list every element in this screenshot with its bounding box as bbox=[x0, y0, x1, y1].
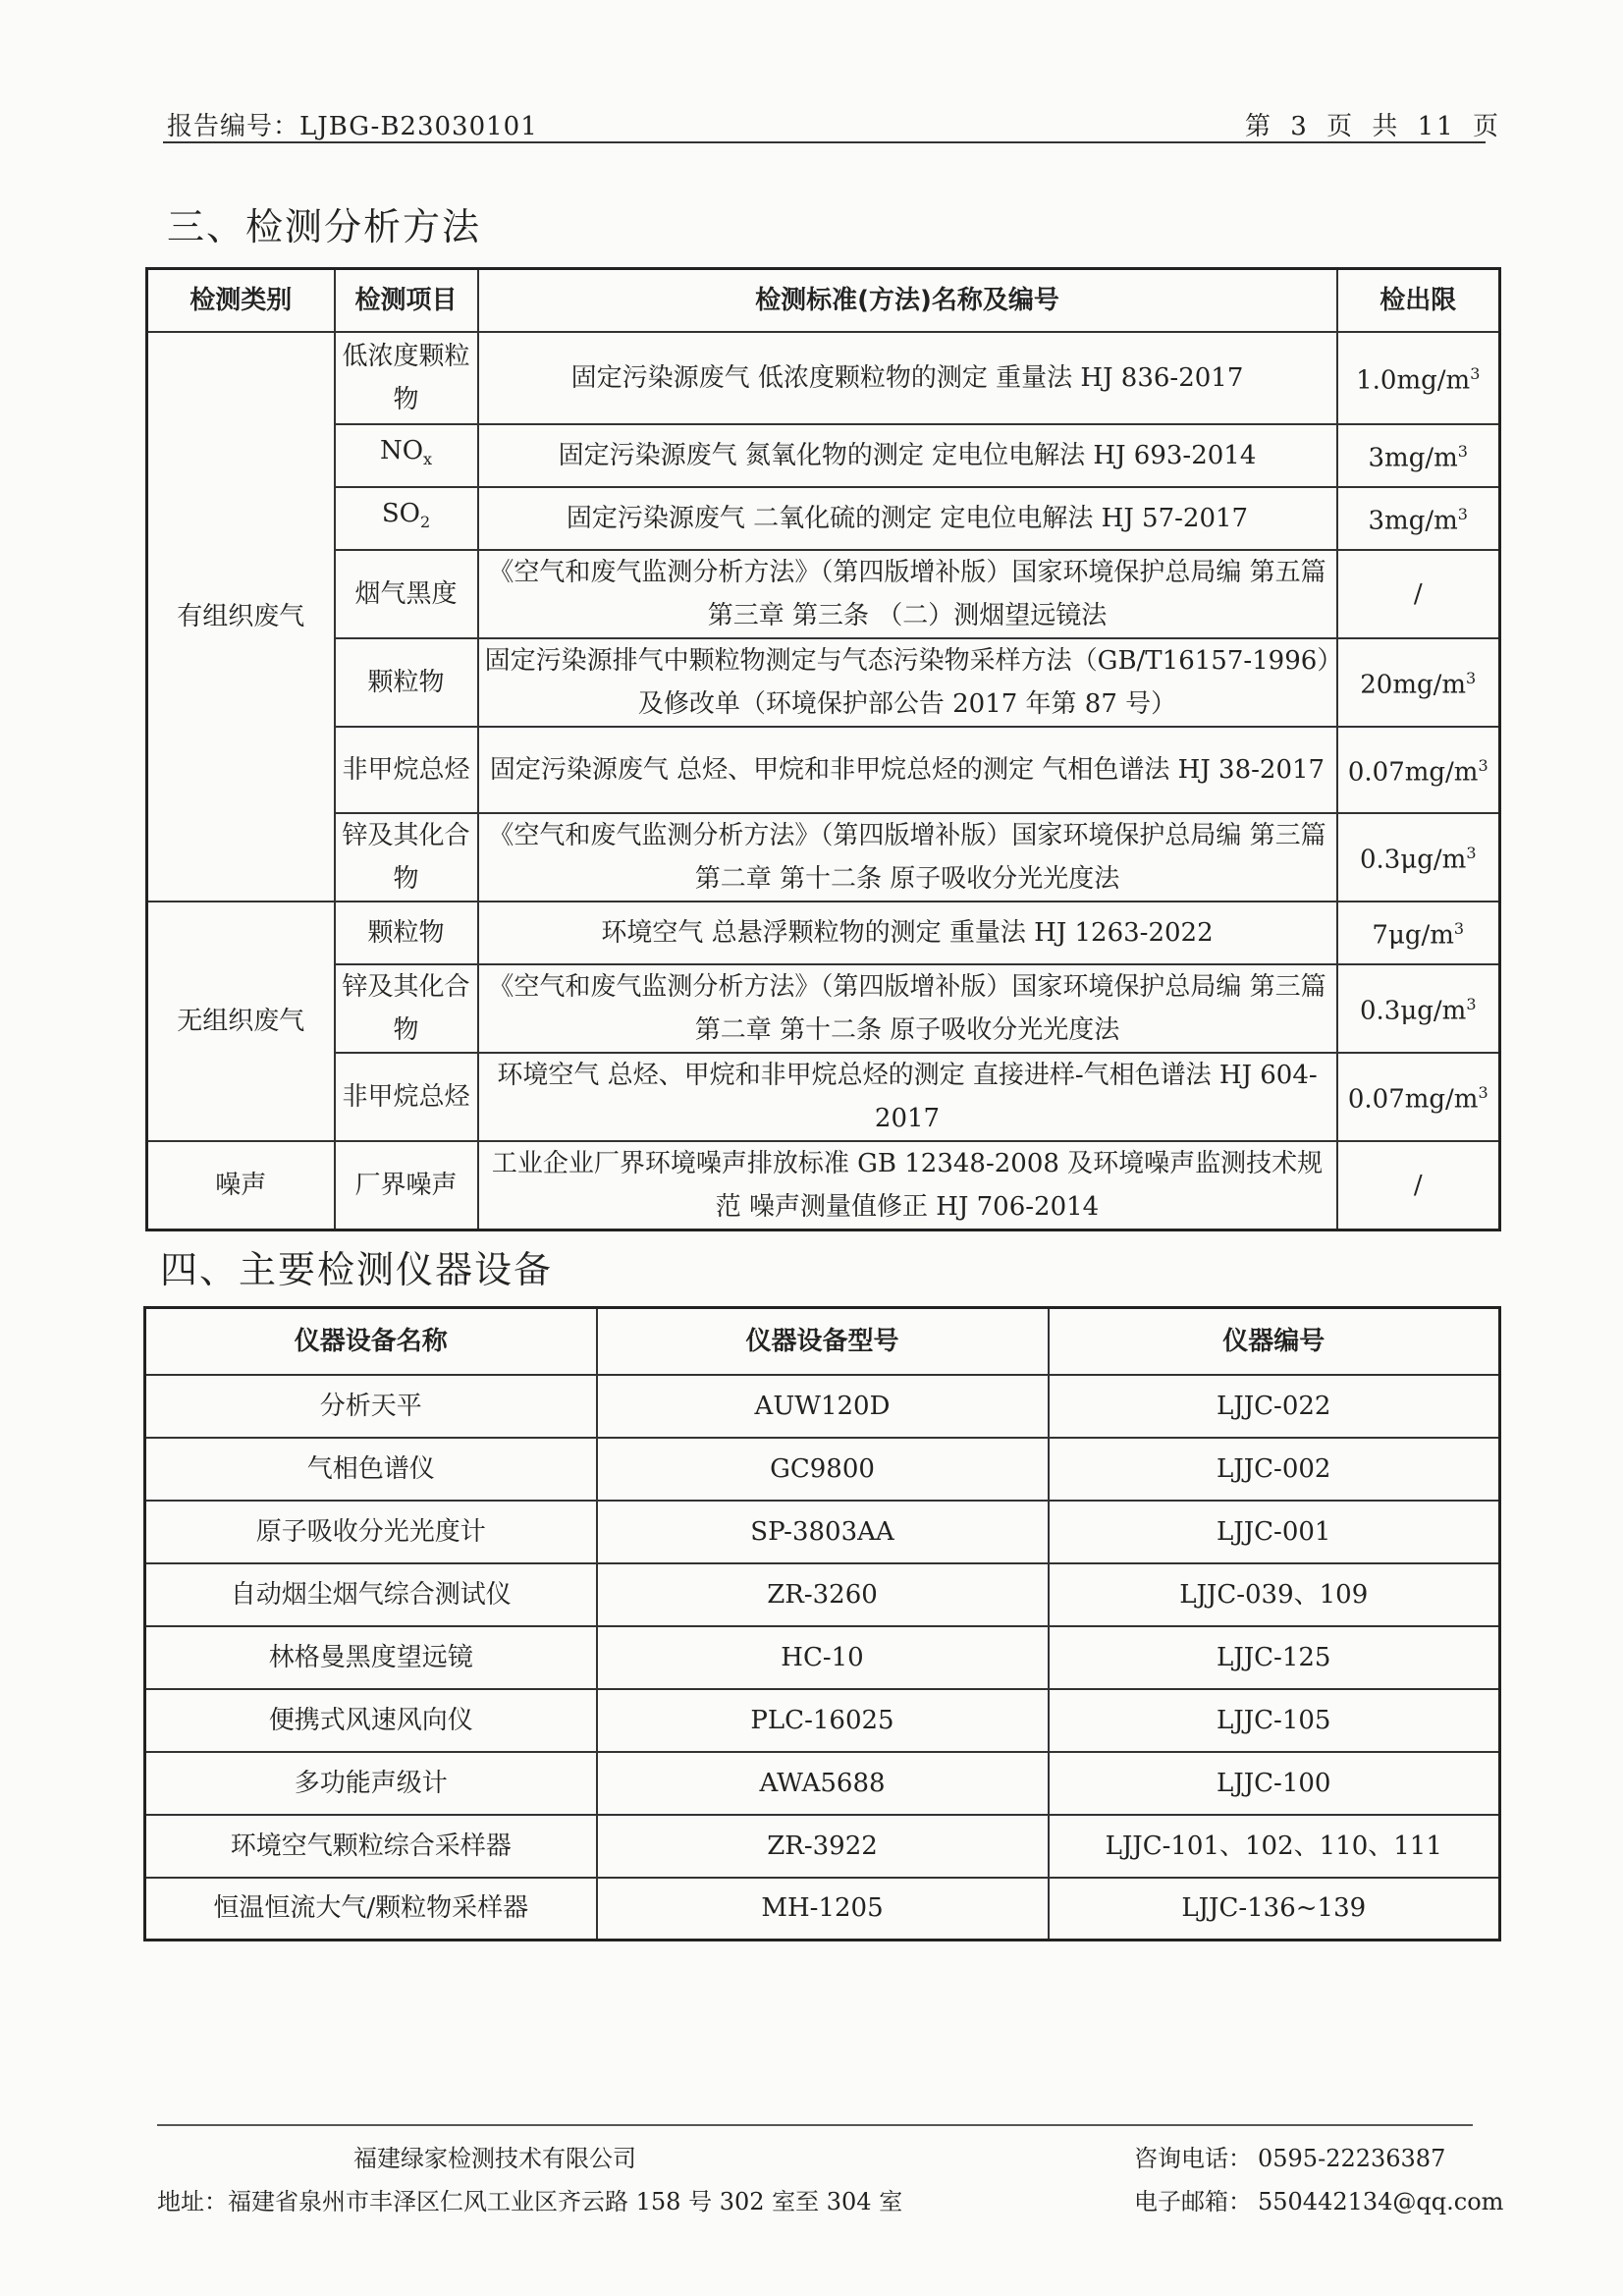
footer-phone bbox=[1134, 2139, 1445, 2173]
method-cell: 《空气和废气监测分析方法》（第四版增补版）国家环境保护总局编 第三篇 第二章 第十二条 原子吸收分光光度法 bbox=[478, 964, 1337, 1053]
methods-table bbox=[145, 267, 1501, 1231]
table-row bbox=[147, 813, 1500, 902]
table-row bbox=[145, 1878, 1500, 1941]
method-cell: 环境空气 总悬浮颗粒物的测定 重量法 HJ 1263-2022 bbox=[478, 902, 1337, 964]
table-row bbox=[145, 1626, 1500, 1689]
item-cell: 锌及其化合物 bbox=[335, 964, 478, 1053]
equipment-name: 原子吸收分光光度计 bbox=[145, 1501, 597, 1563]
table-row bbox=[147, 638, 1500, 727]
col-header-category: 检测类别 bbox=[147, 269, 335, 332]
equipment-name: 便携式风速风向仪 bbox=[145, 1689, 597, 1752]
limit-exponent: 3 bbox=[1457, 505, 1468, 524]
limit-cell bbox=[1337, 964, 1500, 1053]
method-cell: 工业企业厂界环境噪声排放标准 GB 12348-2008 及环境噪声监测技术规范 噪声测量值修正 HJ 706-2014 bbox=[478, 1141, 1337, 1230]
equipment-number: LJJC-002 bbox=[1049, 1438, 1500, 1501]
limit-value: 3mg/m bbox=[1368, 506, 1458, 536]
limit-cell bbox=[1337, 638, 1500, 727]
equipment-name: 恒温恒流大气/颗粒物采样器 bbox=[145, 1878, 597, 1941]
limit-exponent: 3 bbox=[1478, 1083, 1488, 1103]
limit-cell: / bbox=[1337, 550, 1500, 638]
col-header-model: 仪器设备型号 bbox=[597, 1308, 1049, 1375]
equipment-number: LJJC-136~139 bbox=[1049, 1878, 1500, 1941]
limit-cell: / bbox=[1337, 1141, 1500, 1230]
method-cell: 固定污染源排气中颗粒物测定与气态污染物采样方法（GB/T16157-1996）及修改单（环境保护部公告 2017 年第 87 号） bbox=[478, 638, 1337, 727]
phone-number: 0595-22236387 bbox=[1258, 2145, 1446, 2172]
section4-title: 四、主要检测仪器设备 bbox=[160, 1248, 554, 1291]
limit-cell bbox=[1337, 727, 1500, 813]
equipment-name: 自动烟尘烟气综合测试仪 bbox=[145, 1563, 597, 1626]
method-cell: 环境空气 总烃、甲烷和非甲烷总烃的测定 直接进样-气相色谱法 HJ 604-2017 bbox=[478, 1053, 1337, 1141]
equipment-header-row bbox=[145, 1308, 1500, 1375]
limit-exponent: 3 bbox=[1466, 995, 1477, 1014]
equipment-model: PLC-16025 bbox=[597, 1689, 1049, 1752]
method-cell: 《空气和废气监测分析方法》（第四版增补版）国家环境保护总局编 第五篇 第三章 第三条 （二）测烟望远镜法 bbox=[478, 550, 1337, 638]
limit-value: 7μg/m bbox=[1372, 920, 1454, 951]
footer-divider bbox=[157, 2124, 1473, 2126]
item-cell bbox=[335, 424, 478, 487]
category-cell: 噪声 bbox=[147, 1141, 335, 1230]
equipment-number: LJJC-105 bbox=[1049, 1689, 1500, 1752]
item-subscript: 2 bbox=[419, 513, 431, 532]
equipment-name: 分析天平 bbox=[145, 1375, 597, 1438]
equipment-number: LJJC-001 bbox=[1049, 1501, 1500, 1563]
equipment-model: ZR-3922 bbox=[597, 1815, 1049, 1878]
limit-cell bbox=[1337, 1053, 1500, 1141]
equipment-model: SP-3803AA bbox=[597, 1501, 1049, 1563]
table-row bbox=[145, 1752, 1500, 1815]
category-cell: 有组织废气 bbox=[147, 332, 335, 902]
limit-value: 0.3μg/m bbox=[1360, 996, 1467, 1026]
col-header-item: 检测项目 bbox=[335, 269, 478, 332]
equipment-number: LJJC-039、109 bbox=[1049, 1563, 1500, 1626]
table-row bbox=[147, 727, 1500, 813]
table-row bbox=[145, 1689, 1500, 1752]
method-cell: 固定污染源废气 氮氧化物的测定 定电位电解法 HJ 693-2014 bbox=[478, 424, 1337, 487]
table-row bbox=[147, 550, 1500, 638]
item-label: NO bbox=[379, 435, 424, 465]
phone-label: 咨询电话： bbox=[1134, 2145, 1252, 2172]
method-cell: 固定污染源废气 低浓度颗粒物的测定 重量法 HJ 836-2017 bbox=[478, 332, 1337, 424]
item-cell: 非甲烷总烃 bbox=[335, 727, 478, 813]
footer-company: 福建绿家检测技术有限公司 bbox=[353, 2145, 636, 2172]
item-label: SO bbox=[381, 498, 420, 528]
limit-value: 3mg/m bbox=[1368, 443, 1458, 473]
limit-value: 0.07mg/m bbox=[1347, 1084, 1479, 1115]
limit-exponent: 3 bbox=[1457, 442, 1468, 462]
equipment-number: LJJC-101、102、110、111 bbox=[1049, 1815, 1500, 1878]
section3-title: 三、检测分析方法 bbox=[167, 205, 482, 248]
method-cell: 《空气和废气监测分析方法》（第四版增补版）国家环境保护总局编 第三篇 第二章 第十二条 原子吸收分光光度法 bbox=[478, 813, 1337, 902]
equipment-number: LJJC-100 bbox=[1049, 1752, 1500, 1815]
table-row bbox=[145, 1438, 1500, 1501]
item-cell: 非甲烷总烃 bbox=[335, 1053, 478, 1141]
table-row bbox=[147, 1141, 1500, 1230]
item-cell: 低浓度颗粒物 bbox=[335, 332, 478, 424]
email-address: 550442134@qq.com bbox=[1258, 2188, 1504, 2215]
category-cell: 无组织废气 bbox=[147, 902, 335, 1141]
footer-email bbox=[1134, 2182, 1503, 2216]
equipment-model: HC-10 bbox=[597, 1626, 1049, 1689]
item-cell: 锌及其化合物 bbox=[335, 813, 478, 902]
footer-address: 地址：福建省泉州市丰泽区仁风工业区齐云路 158 号 302 室至 304 室 bbox=[157, 2188, 903, 2215]
limit-cell bbox=[1337, 902, 1500, 964]
limit-cell bbox=[1337, 487, 1500, 550]
item-cell: 厂界噪声 bbox=[335, 1141, 478, 1230]
limit-value: 0.07mg/m bbox=[1347, 757, 1479, 788]
limit-exponent: 3 bbox=[1478, 756, 1488, 776]
table-row bbox=[145, 1815, 1500, 1878]
limit-value: 0.3μg/m bbox=[1360, 845, 1467, 875]
equipment-name: 环境空气颗粒综合采样器 bbox=[145, 1815, 597, 1878]
limit-cell bbox=[1337, 424, 1500, 487]
col-header-number: 仪器编号 bbox=[1049, 1308, 1500, 1375]
table-row bbox=[145, 1375, 1500, 1438]
limit-exponent: 3 bbox=[1470, 364, 1481, 384]
col-header-method: 检测标准(方法)名称及编号 bbox=[478, 269, 1337, 332]
table-row bbox=[147, 424, 1500, 487]
item-cell: 烟气黑度 bbox=[335, 550, 478, 638]
table-row bbox=[147, 964, 1500, 1053]
equipment-model: GC9800 bbox=[597, 1438, 1049, 1501]
limit-cell bbox=[1337, 813, 1500, 902]
methods-header-row bbox=[147, 269, 1500, 332]
page-info: 第 3 页 共 11 页 bbox=[1245, 112, 1501, 141]
equipment-model: ZR-3260 bbox=[597, 1563, 1049, 1626]
item-cell: 颗粒物 bbox=[335, 638, 478, 727]
equipment-number: LJJC-125 bbox=[1049, 1626, 1500, 1689]
equipment-number: LJJC-022 bbox=[1049, 1375, 1500, 1438]
limit-exponent: 3 bbox=[1466, 844, 1477, 863]
col-header-name: 仪器设备名称 bbox=[145, 1308, 597, 1375]
equipment-name: 气相色谱仪 bbox=[145, 1438, 597, 1501]
limit-value: 1.0mg/m bbox=[1356, 365, 1471, 396]
item-cell: 颗粒物 bbox=[335, 902, 478, 964]
method-cell: 固定污染源废气 总烃、甲烷和非甲烷总烃的测定 气相色谱法 HJ 38-2017 bbox=[478, 727, 1337, 813]
table-row bbox=[147, 487, 1500, 550]
item-cell bbox=[335, 487, 478, 550]
equipment-model: MH-1205 bbox=[597, 1878, 1049, 1941]
equipment-table bbox=[143, 1306, 1501, 1941]
table-row bbox=[147, 1053, 1500, 1141]
table-row bbox=[145, 1563, 1500, 1626]
limit-value: 20mg/m bbox=[1360, 670, 1467, 700]
equipment-model: AWA5688 bbox=[597, 1752, 1049, 1815]
limit-exponent: 3 bbox=[1466, 669, 1477, 688]
method-cell: 固定污染源废气 二氧化硫的测定 定电位电解法 HJ 57-2017 bbox=[478, 487, 1337, 550]
email-label: 电子邮箱： bbox=[1134, 2188, 1252, 2215]
table-row bbox=[147, 332, 1500, 424]
table-row bbox=[147, 902, 1500, 964]
equipment-name: 多功能声级计 bbox=[145, 1752, 597, 1815]
report-number: 报告编号：LJBG-B23030101 bbox=[167, 112, 538, 141]
limit-exponent: 3 bbox=[1453, 919, 1465, 939]
equipment-model: AUW120D bbox=[597, 1375, 1049, 1438]
col-header-limit: 检出限 bbox=[1337, 269, 1500, 332]
equipment-name: 林格曼黑度望远镜 bbox=[145, 1626, 597, 1689]
header-divider bbox=[163, 141, 1486, 143]
table-row bbox=[145, 1501, 1500, 1563]
item-subscript: x bbox=[423, 450, 433, 469]
limit-cell bbox=[1337, 332, 1500, 424]
